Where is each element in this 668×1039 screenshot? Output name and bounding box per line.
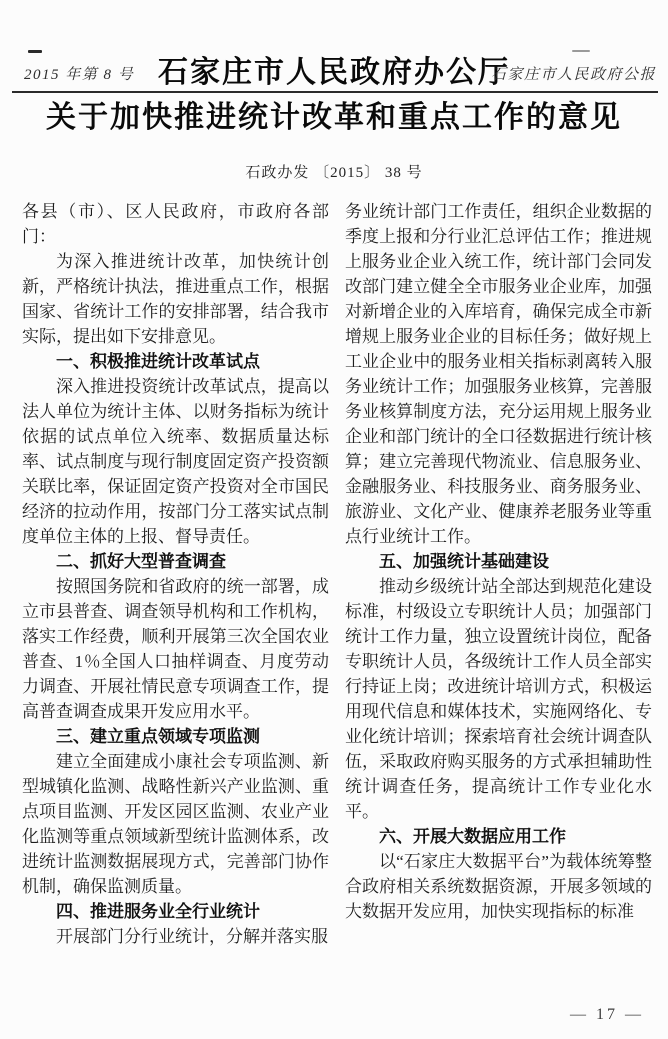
paragraph-section-4-continued: 务业统计部门工作责任，组织企业数据的季度上报和分行业汇总评估工作；推进规上服务业企业入统工作，统计部门会同发改部门建立健全全市服务业企业库，加强对新增企业的入库培育，确保完成全市新增规上服务业企业的目标任务；做好规上工业企业中的服务业相关指标剥离转入服务业统计工作；加强服务业核算，完善服务业核算制度方法，充分运用规上服务业企业和部门统计的全口径数据进行统计核算；建立完善现代物流业、信息服务业、金融服务业、科技服务业、商务服务业、旅游业、文化产业、健康养老服务业等重点行业统计工作。 bbox=[345, 202, 652, 546]
left-column bbox=[22, 199, 329, 946]
section-heading-2: 二、抓好大型普查调查 bbox=[56, 552, 226, 571]
paragraph-section-2: 按照国务院和省政府的统一部署，成立市县普查、调查领导机构和工作机构，落实工作经费，顺利开展第三次全国农业普查、1％全国人口抽样调查、月度劳动力调查、开展社情民意专项调查工作，提高普查调查成果开发应用水平。 bbox=[22, 577, 329, 721]
document-number: 石政办发 〔2015〕 38 号 bbox=[245, 165, 423, 181]
document-title-line-2: 关于加快推进统计改革和重点工作的意见 bbox=[46, 101, 622, 134]
paragraph-section-4-start: 开展部门分行业统计，分解并落实服 bbox=[56, 927, 328, 946]
section-heading-6: 六、开展大数据应用工作 bbox=[379, 827, 566, 846]
document-title-line-1: 石家庄市人民政府办公厅 bbox=[158, 56, 510, 89]
right-column bbox=[345, 199, 652, 925]
paragraph-section-6-start: 以“石家庄大数据平台”为载体统筹整合政府相关系统数据资源，开展多领域的大数据开发应用，加快实现指标的标准 bbox=[345, 852, 652, 921]
page-header bbox=[12, 50, 658, 93]
section-heading-4: 四、推进服务业全行业统计 bbox=[56, 902, 260, 921]
section-heading-3: 三、建立重点领域专项监测 bbox=[56, 727, 260, 746]
document-body bbox=[22, 199, 652, 946]
salutation-line: 各县（市）、区人民政府，市政府各部门： bbox=[22, 202, 329, 246]
paragraph-section-3: 建立全面建成小康社会专项监测、新型城镇化监测、战略性新兴产业监测、重点项目监测、开发区园区监测、农业产业化监测等重点领域新型统计监测体系，改进统计监测数据展现方式，完善部门协作机制，确保监测质量。 bbox=[22, 752, 329, 896]
paragraph-section-1: 深入推进投资统计改革试点，提高以法人单位为统计主体、以财务指标为统计依据的试点单位入统率、数据质量达标率、试点制度与现行制度固定资产投资额关联比率，保证固定资产投资对全市国民经济的拉动作用，按部门分工落实试点制度单位主体的上报、督导责任。 bbox=[22, 377, 329, 546]
header-gazette-name: 石家庄市人民政府公报 bbox=[490, 67, 656, 83]
paragraph-intro: 为深入推进统计改革，加快统计创新，严格统计执法，推进重点工作，根据国家、省统计工作的安排部署，结合我市实际，提出如下安排意见。 bbox=[22, 252, 329, 346]
header-issue-number: 2015 年第 8 号 bbox=[24, 67, 135, 83]
section-heading-5: 五、加强统计基础建设 bbox=[379, 552, 549, 571]
page-number: — 17 — bbox=[570, 1006, 644, 1023]
paragraph-section-5: 推动乡级统计站全部达到规范化建设标准，村级设立专职统计人员；加强部门统计工作力量，独立设置统计岗位，配备专职统计人员，各级统计工作人员全部实行持证上岗；改进统计培训方式，积极运用现代信息和媒体技术，实施网络化、专业化统计培训；探索培育社会统计调查队伍，采取政府购买服务的方式承担辅助性统计调查任务，提高统计工作专业化水平。 bbox=[345, 577, 652, 821]
section-heading-1: 一、积极推进统计改革试点 bbox=[56, 352, 260, 371]
